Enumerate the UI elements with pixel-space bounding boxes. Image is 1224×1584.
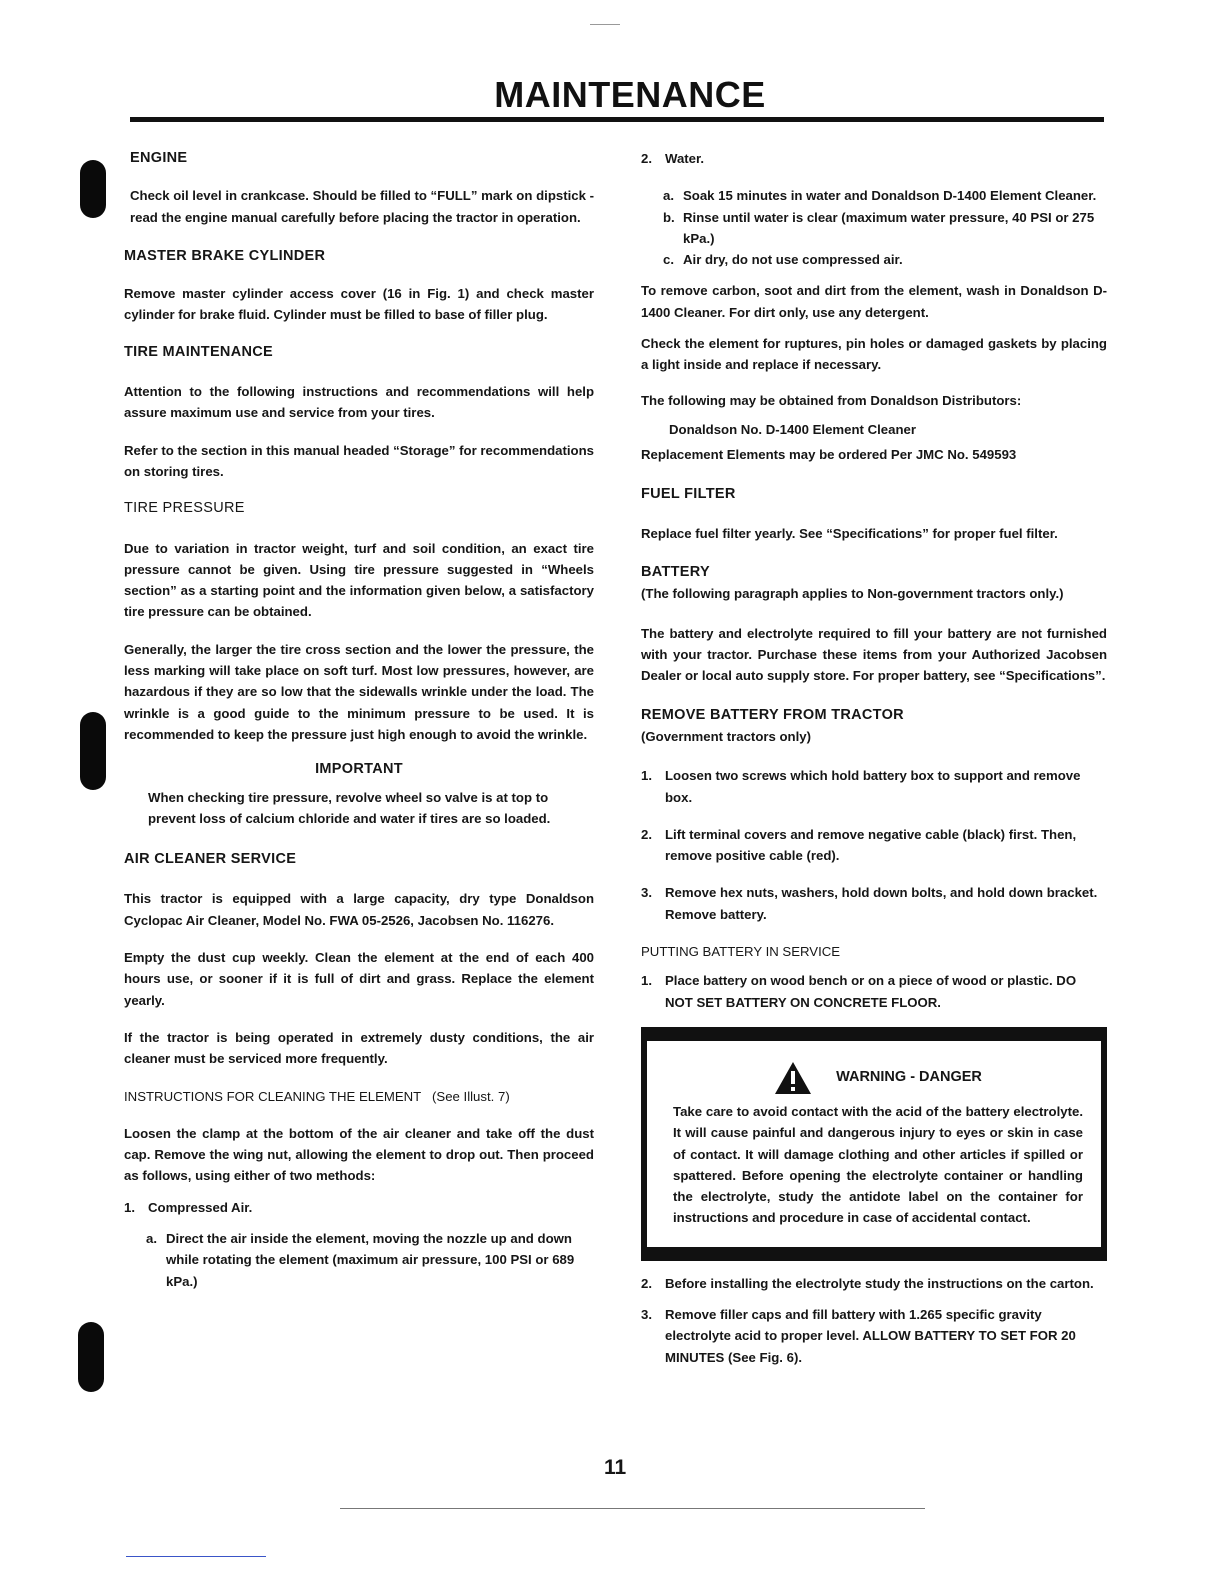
air-cleaner-p3: If the tractor is being operated in extremely dusty conditions, the air cleaner must be serviced more frequently. xyxy=(124,1029,594,1067)
step-text: Place battery on wood bench or on a piece of wood or plastic. DO NOT SET BATTERY ON CONCRETE FLOOR. xyxy=(665,973,1077,1010)
tire-maintenance-p2: Refer to the section in this manual headed “Storage” for recommendations on storing tires. xyxy=(124,442,594,479)
left-column xyxy=(124,148,594,1292)
page-title: MAINTENANCE xyxy=(494,74,766,115)
brake-body: Remove master cylinder access cover (16 in Fig. 1) and check master cylinder for brake fluid. Cylinder must be filled to base of filler plug. xyxy=(124,286,594,323)
title-rule xyxy=(130,117,1104,122)
warning-box xyxy=(641,1027,1107,1261)
battery-heading: BATTERY xyxy=(641,564,710,581)
step-text: Lift terminal covers and remove negative cable (black) first. Then, remove positive cable (red). xyxy=(665,826,1077,864)
soot-paragraph: To remove carbon, soot and dirt from the element, wash in Donaldson D-1400 Cleaner. For dirt only, use any detergent. xyxy=(641,283,1107,320)
step-number: 1. xyxy=(124,1199,135,1215)
tire-pressure-heading: TIRE PRESSURE xyxy=(124,500,245,517)
instruction-step-1 xyxy=(124,1197,594,1218)
instructions-body: Loosen the clamp at the bottom of the air cleaner and take off the dust cap. Remove the wing nut, allowing the element to drop out. Then proceed as follows, using either of two methods: xyxy=(124,1125,594,1184)
battery-body: The battery and electrolyte required to fill your battery are not furnished with your tractor. Purchase these items from your Authorized Jacobsen Dealer or local auto supply store. For proper battery, see “Specifications”. xyxy=(641,625,1107,684)
instructions-ref: (See Illust. 7) xyxy=(432,1088,510,1104)
check-paragraph: Check the element for ruptures, pin holes or damaged gaskets by placing a light inside and replace if necessary. xyxy=(641,336,1107,373)
remove-step-2 xyxy=(641,824,1107,867)
replacement-paragraph: Replacement Elements may be ordered Per JMC No. 549593 xyxy=(641,447,1017,463)
brake-heading: MASTER BRAKE CYLINDER xyxy=(124,247,326,264)
instructions-heading xyxy=(124,1086,594,1107)
step-letter: a. xyxy=(663,188,674,204)
important-heading: IMPORTANT xyxy=(315,761,403,778)
fuel-filter-heading: FUEL FILTER xyxy=(641,485,736,502)
service-step-2 xyxy=(641,1273,1107,1294)
step-text: Water. xyxy=(665,151,705,166)
step-text: Air dry, do not use compressed air. xyxy=(683,252,903,268)
footer-rule xyxy=(340,1508,925,1509)
warning-triangle-icon xyxy=(774,1061,812,1095)
instructions-title: INSTRUCTIONS FOR CLEANING THE ELEMENT xyxy=(124,1088,422,1104)
step-text: Remove hex nuts, washers, hold down bolts, and hold down bracket. Remove battery. xyxy=(665,885,1098,922)
step-number: 3. xyxy=(641,1306,652,1322)
putting-battery-heading: PUTTING BATTERY IN SERVICE xyxy=(641,944,841,960)
service-step-1 xyxy=(641,970,1107,1013)
water-step-b xyxy=(641,207,1107,250)
water-step-c xyxy=(641,249,1107,270)
step-letter: b. xyxy=(663,209,675,225)
step-text: Compressed Air. xyxy=(148,1199,253,1215)
water-step xyxy=(641,148,1107,169)
tire-maintenance-p1: Attention to the following instructions and recommendations will help assure maximum use and service from your tires. xyxy=(124,384,594,421)
step-text: Direct the air inside the element, moving the nozzle up and down while rotating the element (maximum air pressure, 100 PSI or 689 kPa.) xyxy=(166,1230,575,1289)
step-text: Loosen two screws which hold battery box to support and remove box. xyxy=(665,768,1081,805)
step-letter: a. xyxy=(146,1230,157,1246)
service-step-3 xyxy=(641,1304,1107,1368)
donaldson-cleaner: Donaldson No. D-1400 Element Cleaner xyxy=(669,421,916,437)
step-text: Rinse until water is clear (maximum water pressure, 40 PSI or 275 kPa.) xyxy=(683,209,1095,246)
engine-heading: ENGINE xyxy=(130,150,188,166)
step-text: Soak 15 minutes in water and Donaldson D-1400 Element Cleaner. xyxy=(683,188,1097,204)
scan-edge-line xyxy=(126,1556,266,1557)
step-number: 3. xyxy=(641,885,652,901)
tire-pressure-p2: Generally, the larger the tire cross section and the lower the pressure, the less marking will take place on soft turf. Most low pressures, however, are hazardous if they are so low that the sidewalls wrinkle under the load. The wrinkle is a good guide to the minimum pressure to be used. It is recommended to keep the pressure just high enough to avoid the wrinkle. xyxy=(124,641,594,742)
tire-maintenance-heading: TIRE MAINTENANCE xyxy=(124,343,273,360)
binder-hole xyxy=(80,160,106,218)
warning-title: WARNING - DANGER xyxy=(836,1069,982,1086)
tire-pressure-p1: Due to variation in tractor weight, turf and soil condition, an exact tire pressure cannot be given. Using tire pressure suggested in “Wheels section” as a starting point and the information given below, a satisfactory tire pressure can be obtained. xyxy=(124,540,594,620)
scan-mark xyxy=(590,24,620,25)
important-body: When checking tire pressure, revolve wheel so valve is at top to prevent loss of calcium chloride and water if tires are so loaded. xyxy=(148,789,551,826)
step-number: 1. xyxy=(641,973,652,989)
remove-battery-subheading: (Government tractors only) xyxy=(641,728,812,744)
page-number: 11 xyxy=(604,1456,627,1479)
binder-hole xyxy=(78,1322,104,1392)
water-step-a xyxy=(641,185,1107,206)
air-cleaner-p1: This tractor is equipped with a large capacity, dry type Donaldson Cyclopac Air Cleaner, Model No. FWA 05-2526, Jacobsen No. 116276. xyxy=(124,891,594,928)
binder-hole xyxy=(80,712,106,790)
warning-header xyxy=(673,1061,1083,1095)
right-column xyxy=(641,148,1107,1368)
step-letter: c. xyxy=(663,252,674,268)
warning-body: Take care to avoid contact with the acid of the battery electrolyte. It will cause painful and dangerous injury to eyes or skin in case of contact. It will damage clothing and other articles if spilled or spattered. Before opening the electrolyte container or handling the electrolyte, study the antidote label on the container for instructions and procedure in case of accidental contact. xyxy=(673,1103,1083,1226)
step-number: 2. xyxy=(641,826,652,842)
step-number: 2. xyxy=(641,1275,652,1291)
air-cleaner-heading: AIR CLEANER SERVICE xyxy=(124,851,297,868)
step-number: 2. xyxy=(641,151,652,166)
air-cleaner-p2: Empty the dust cup weekly. Clean the element at the end of each 400 hours use, or sooner if it is full of dirt and grass. Replace the element yearly. xyxy=(124,950,594,1008)
step-text: Before installing the electrolyte study the instructions on the carton. xyxy=(665,1275,1094,1291)
remove-battery-heading: REMOVE BATTERY FROM TRACTOR xyxy=(641,706,904,723)
battery-subheading: (The following paragraph applies to Non-government tractors only.) xyxy=(641,586,1064,602)
remove-step-1 xyxy=(641,765,1107,808)
following-paragraph: The following may be obtained from Donaldson Distributors: xyxy=(641,392,1022,408)
instruction-step-1a xyxy=(124,1228,594,1292)
engine-body: Check oil level in crankcase. Should be filled to “FULL” mark on dipstick - read the engine manual carefully before placing the tractor in operation. xyxy=(130,188,594,225)
fuel-filter-body: Replace fuel filter yearly. See “Specifications” for proper fuel filter. xyxy=(641,525,1058,541)
remove-step-3 xyxy=(641,882,1107,925)
step-number: 1. xyxy=(641,768,652,784)
step-text: Remove filler caps and fill battery with 1.265 specific gravity electrolyte acid to proper level. ALLOW BATTERY TO SET FOR 20 MINUTES (See Fig. 6). xyxy=(665,1306,1076,1365)
